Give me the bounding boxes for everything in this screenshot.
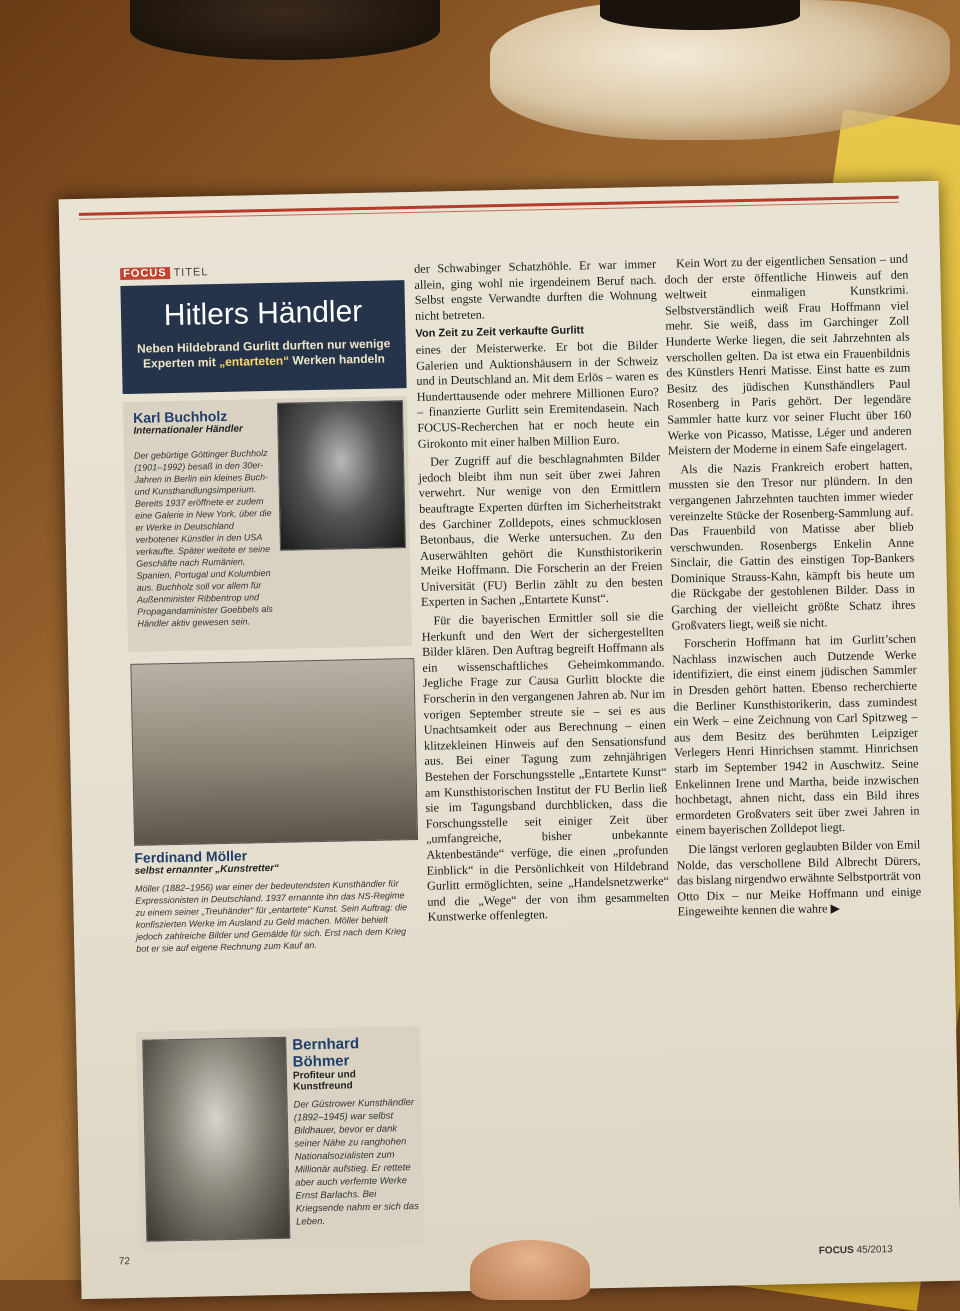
buchholz-portrait	[277, 400, 406, 551]
page-content	[107, 222, 929, 1279]
col1-lead: Von Zeit zu Zeit verkaufte Gurlitt	[415, 324, 585, 341]
finger	[470, 1240, 590, 1300]
buchholz-text: Der gebürtige Göttinger Buchholz (1901–1992) besaß in den 30er-Jahren in Berlin ein kleines Buch- und Kunsthandlungsimperium. Bereits 1937 eröffnete er zudem eine Galerie in New York, über die er Werke in Deutschland verbotener Künstler in den USA verkaufte. Später weitete er seine Geschäfte nach Rumänien, Spanien, Portugal und Kolumbien aus. Buchholz soll vor allem für Außenminister Ribbentrop und Propagandaminister Goebbels als Händler aktiv gewesen sein.	[133, 448, 273, 629]
dark-object	[130, 0, 440, 60]
focus-logo: FOCUS	[120, 267, 170, 280]
boehmer-role: Profiteur und Kunstfreund	[292, 1069, 356, 1093]
dark-object-right	[600, 0, 800, 30]
section-header	[120, 266, 209, 284]
boehmer-box	[136, 1026, 425, 1252]
buchholz-role: Internationaler Händler	[133, 423, 244, 437]
col1-paragraph-4: Für die bayerischen Ermittler soll sie die Herkunft und den Wert der sichergestellten Bilder klären. Den Auftrag begreift Hoffmann als ein wissenschaftliches Geheimkommando. Jegliche Frage zur Causa Gurlitt blockte die Forscherin in den vergangenen Jahren ab. Nur im vorigen September streute sie – sei es aus Unachtsamkeit oder aus Berechnung – einen klitzekleinen Hinweis auf den Sensationsfund aus. Bei einer Tagung zum zehnjährigen Bestehen der Forschungsstelle „Entartete Kunst“ am Kunsthistorischen Institut der FU Berlin ließ sie im Tagungsband durchblicken, dass die Forschungsstelle seit einiger Zeit über „umfangreiche, bisher unbekannte Aktenbestände“ verfüge, die einen „profunden Einblick“ in die Persönlichkeit von Hildebrand Gurlitt ermöglichten, seine „Handelsnetzwerke“ und die „Wege“ der von ihm gesammelten Kunstwerke offenlegten.	[421, 608, 670, 925]
moeller-box	[132, 844, 419, 1010]
page-number: 72	[118, 1256, 131, 1268]
article-title: Hitlers Händler	[163, 295, 363, 333]
moeller-photo	[130, 658, 418, 846]
boehmer-heading	[292, 1034, 420, 1229]
col2-paragraph-3: Forscherin Hoffmann hat im Gurlitt’schen Nachlass inzwischen auch Dutzende Werke identifiziert, die einst einem jüdischen Sammler in Dresden gehört hatten. Ebenso recherchierte die Berliner Kunsthistorikerin, dass zumindest ein Werk – eine Zeichnung von Carl Spitzweg – aus dem Besitz des berühmten Leipziger Verlegers Henri Hinrichsen stammt. Hinrichsen starb im September 1942 in Auschwitz. Seine Enkelinnen Irene und Martha, beide inzwischen hochbetagt, ahnen nicht, dass ein Bild ihres ermordeten Großvaters seit über zwei Jahren in einem bayerischen Zolldepot liegt.	[672, 631, 920, 838]
col2-paragraph-2: Als die Nazis Frankreich erobert hatten, mussten sie den Tresor nur plündern. In den vergangenen Jahrzehnten tauchten immer wieder vereinzelte Stücke der Rosenberg-Sammlung auf. Das Frauenbild von Matisse aber blieb verschwunden. Rosenbergs Enkelin Anne Sinclair, die Gattin des einstigen Top-Bankers Dominique Strauss-Kahn, kämpft bis heute um die Rückgabe der gestohlenen Bilder. Dass in Garching der vielleicht größte Schatz ihres Großvaters liegt, weiß sie nicht.	[668, 457, 916, 633]
article-column-1	[414, 257, 670, 929]
moeller-role: selbst ernannter „Kunstretter“	[134, 862, 280, 877]
col1-paragraph-2: eines der Meisterwerke. Er bot die Bilder Galerien und Auktionshäusern in der Schweiz und in Deutschland an. Mit dem Erlös – waren es Hunderttausende oder mehrere Millionen Euro? – finanzierte Gurlitt sein Eremitendasein. Nach FOCUS-Recherchen hat er noch heute ein Girokonto mit einer halben Million Euro.	[415, 337, 660, 451]
section-label: TITEL	[173, 266, 209, 279]
footer-brand: FOCUS 45/2013	[818, 1244, 893, 1257]
boehmer-portrait	[142, 1037, 290, 1242]
col2-paragraph-4: Die längst verloren geglaubten Bilder von Emil Nolde, das verschollene Bild Albrecht Dürers, das bislang nirgendwo erwähnte Selbstporträt von Otto Dix – nur Meike Hoffmann und einige Eingeweihte kennen die wahre ▶	[676, 837, 922, 919]
article-column-2	[664, 252, 922, 924]
moeller-name: Ferdinand Möller	[134, 847, 248, 866]
boehmer-text: Der Güstrower Kunsthändler (1892–1945) war selbst Bildhauer, bevor er dank seiner Nähe zu ranghohen Nationalsozialisten zum Millionär aufstieg. Er rettete aber auch verfemte Werke Ernst Barlachs. Bei Kriegsende nahm er sich das Leben.	[293, 1097, 419, 1228]
buchholz-box	[123, 396, 412, 652]
col1-paragraph-3: Der Zugriff auf die beschlagnahmten Bilder jedoch bleibt ihm nun seit über zwei Jahren verwehrt. Nur wenige von den Ermittlern beauftragte Experten dürften im Sicherheitstrakt des Garchiner Zolldepots, eines schmucklosen Betonbaus, die Werke untersuchen. Zu den Auserwählten gehört die Kunsthistorikerin Meike Hoffmann. Die Forscherin an der Freien Universität (FU) Berlin zählt zu den besten Experten in Sachen „Entartete Kunst“.	[418, 449, 663, 610]
buchholz-heading	[133, 407, 274, 437]
article-subtitle: Neben Hildebrand Gurlitt durften nur wenige Experten mit „entarteten“ Werken handeln	[136, 336, 391, 371]
title-box	[120, 280, 406, 394]
moeller-text: Möller (1882–1956) war einer der bedeutendsten Kunsthändler für Expressionisten in Deutschland. 1937 ernannte ihn das NS-Regime zu einem seiner „Treuhänder“ für „entartete“ Kunst. Sein Auftrag: die konfiszierten Werke im Ausland zu Geld machen. Möller behielt jedoch zahlreiche Bilder und Gemälde für sich. Erst nach dem Krieg bot er sie auf eigene Rechnung zum Kauf an.	[134, 878, 408, 954]
buchholz-name: Karl Buchholz	[133, 407, 228, 426]
col1-paragraph-1: der Schwabinger Schatzhöhle. Er war immer allein, ging wohl nie irgendeinem Beruf nach. Selbst engste Verwandte durften die Wohnung nicht betreten.	[413, 256, 657, 323]
boehmer-name: Bernhard Böhmer	[292, 1035, 360, 1071]
top-red-rule	[79, 196, 899, 216]
magazine-page	[59, 181, 960, 1299]
col2-paragraph-1: Kein Wort zu der eigentlichen Sensation – und doch der erste öffentliche Hinweis auf den weltweit einmaligen Kunstkrimi. Selbstverständlich weiß Frau Hoffmann viel mehr. Sie weiß, dass im Garchinger Zoll Hunderte Werke liegen, die seit Jahrzehnten als verschollen gelten. Da ist etwa ein Frauenbildnis des Künstlers Henri Matisse. Einst hatte es zum Besitz des jüdischen Kunsthändlers Paul Rosenberg in Paris gehört. Der legendäre Sammler hatte kurz vor seiner Flucht über 160 Werke von Picasso, Matisse, Léger und anderen Meistern der Moderne in einem Safe eingelagert.	[664, 251, 912, 458]
